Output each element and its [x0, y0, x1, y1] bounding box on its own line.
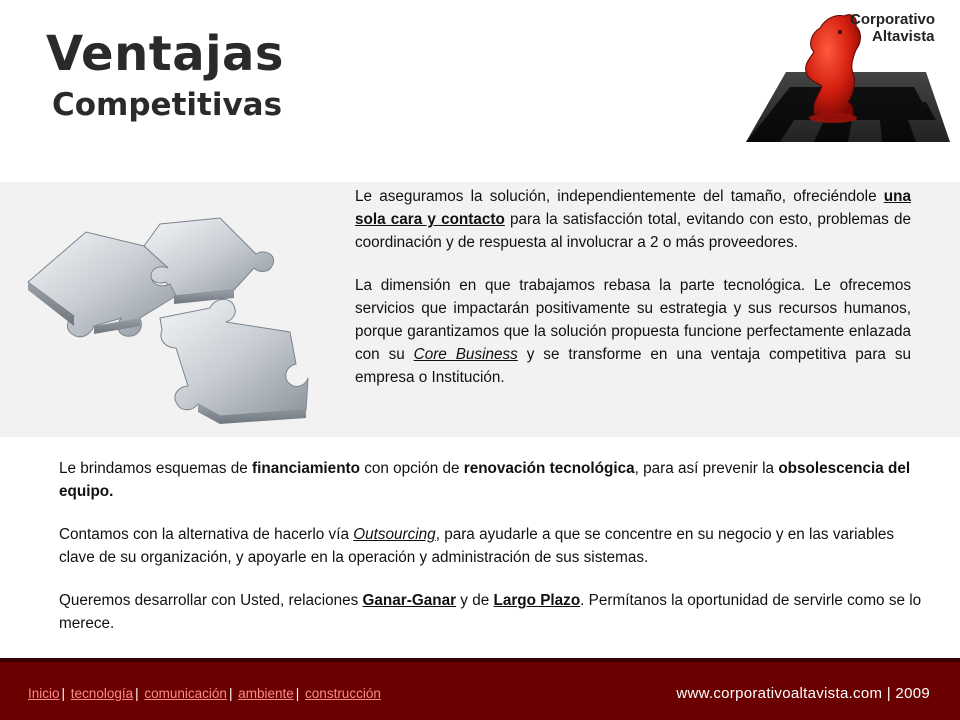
- nav-separator: |: [295, 686, 300, 701]
- financing-emphasis: financiamiento: [252, 460, 360, 477]
- body-column: [59, 457, 929, 635]
- nav-separator: |: [61, 686, 66, 701]
- single-contact-emphasis: una sola cara y contacto: [355, 188, 911, 228]
- p5-text-e: . Permítanos la oportunidad de servirle como se lo merece.: [59, 592, 922, 632]
- obsolescence-emphasis: obsolescencia del equipo.: [59, 460, 911, 500]
- footer-site-url: www.corporativoaltavista.com | 2009: [676, 685, 930, 702]
- page-title: Ventajas: [46, 26, 284, 82]
- win-win-emphasis: Ganar-Ganar: [362, 592, 457, 609]
- p4-text-a: Contamos con la alternativa de hacerlo vía: [59, 526, 354, 543]
- relations-paragraph: [59, 589, 929, 635]
- nav-link-tecnologia[interactable]: tecnología: [70, 686, 134, 701]
- outsourcing-emphasis: Outsourcing: [353, 526, 436, 543]
- page-subtitle: Competitivas: [52, 87, 283, 123]
- renewal-emphasis: renovación tecnológica: [463, 460, 635, 477]
- nav-link-inicio[interactable]: Inicio: [28, 686, 60, 701]
- nav-separator: |: [228, 686, 233, 701]
- p3-text-e: , para así prevenir la: [634, 460, 779, 477]
- nav-link-construccion[interactable]: construcción: [305, 686, 381, 701]
- p3-text-c: con opción de: [359, 460, 464, 477]
- p3-text-a: Le brindamos esquemas de: [59, 460, 253, 477]
- puzzle-pieces-image: [20, 190, 320, 430]
- puzzle-piece-bottom: [160, 299, 308, 424]
- p5-text-a: Queremos desarrollar con Usted, relaciones: [59, 592, 363, 609]
- logo-text-line2: Altavista: [872, 28, 935, 45]
- intro-paragraph-1: [355, 185, 911, 254]
- intro-column: [355, 185, 911, 389]
- nav-separator: |: [135, 686, 139, 701]
- intro-p1-text-end: para la satisfacción total, evitando con esto, problemas de coordinación y de respuesta al involucrar a 2 o más proveedores.: [355, 211, 911, 251]
- footer-divider: [0, 658, 960, 662]
- nav-link-comunicacion[interactable]: comunicación: [144, 686, 227, 701]
- p4-text-b: , para ayudarle a que se concentre en su negocio y en las variables clave de su organización, y apoyarle en la operación y administración de sus sistemas.: [59, 526, 895, 566]
- intro-p1-text: Le aseguramos la solución, independientemente del tamaño, ofreciéndole: [355, 188, 884, 205]
- p5-text-c: y de: [456, 592, 494, 609]
- long-term-emphasis: Largo Plazo: [493, 592, 581, 609]
- intro-p2-text-end: y se transforme en una ventaja competitiva para su empresa o Institución.: [355, 346, 911, 386]
- footer-nav: [28, 686, 381, 701]
- intro-paragraph-2: [355, 274, 911, 389]
- core-business-emphasis: Core Business: [413, 346, 518, 363]
- nav-link-ambiente[interactable]: ambiente: [238, 686, 294, 701]
- intro-p2-text: La dimensión en que trabajamos rebasa la parte tecnológica. Le ofrecemos servicios que impactarán positivamente su estrategia y sus recursos humanos, porque garantizamos que la solución propuesta funcione perfectamente enlazada con su: [355, 277, 911, 363]
- financing-paragraph: [59, 457, 929, 503]
- logo-text-line1: Corporativo: [850, 11, 936, 28]
- outsourcing-paragraph: [59, 523, 929, 569]
